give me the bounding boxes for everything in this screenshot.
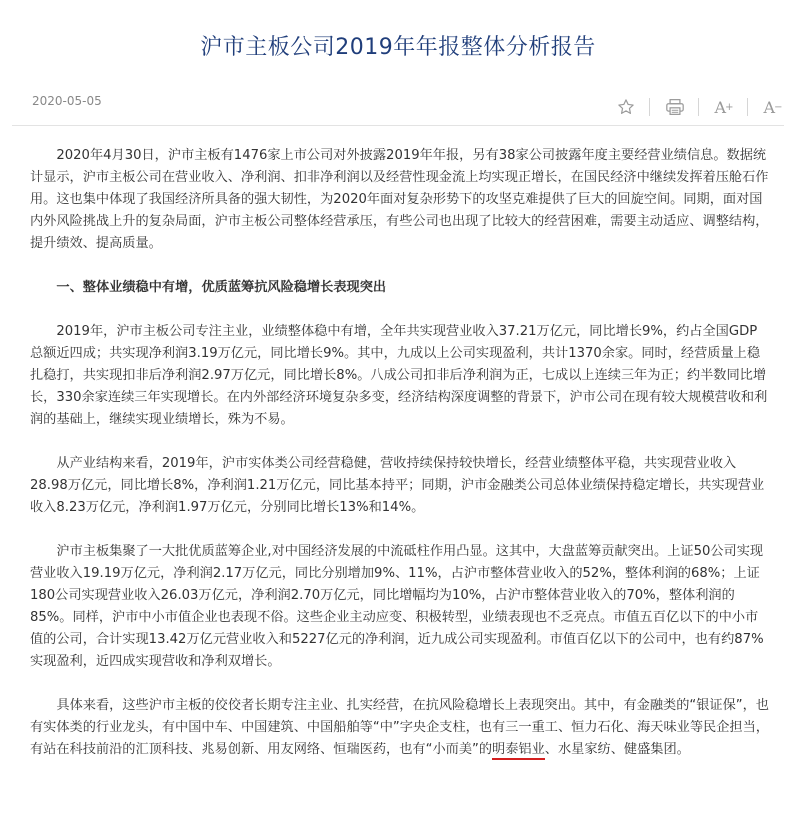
article-meta-bar [32, 90, 784, 126]
paragraph-industry: 从产业结构来看，2019年，沪市实体类公司经营稳健，营收持续保持较快增长，经营业绩整体平稳，共实现营业收入28.98万亿元，同比增长8%，净利润1.21万亿元，同比基本持平；同期，沪市金融类公司总体业绩保持稳定增长，共实现营业收入8.23万亿元，净利润1.97万亿元，分别同比增长13%和14%。 [30, 456, 765, 515]
printer-icon-graphic [665, 98, 685, 116]
printer-icon[interactable] [664, 96, 686, 118]
section-heading: 一、整体业绩稳中有增，优质蓝筹抗风险稳增长表现突出 [56, 280, 387, 295]
star-icon[interactable] [615, 96, 637, 118]
font-increase-button[interactable] [713, 96, 735, 118]
article-title: 沪市主板公司2019年年报整体分析报告 [200, 35, 596, 60]
article-body [30, 145, 770, 783]
toolbar-divider [747, 98, 748, 116]
paragraph-bluechip: 沪市主板集聚了一大批优质蓝筹企业,对中国经济发展的中流砥柱作用凸显。这其中，大盘蓝筹贡献突出。上证50公司实现营业收入19.19万亿元，净利润2.17万亿元，同比分别增加9%、11%，占沪市整体营业收入的52%，整体利润的68%；上证180公司实现营业收入26.03万亿元，净利润2.70万亿元，同比增幅均为10%，占沪市整体营业收入的70%，整体利润的85%。同样，沪市中小市值企业也表现不俗。这些企业主动应变、积极转型，业绩表现也不乏亮点。市值五百亿以下的中小市值的公司，合计实现13.42万亿元营业收入和5227亿元的净利润，近九成公司实现盈利。市值百亿以下的公司中，也有约87%实现盈利，近四成实现营收和净利双增长。 [30, 544, 764, 669]
paragraph-examples [30, 695, 770, 761]
highlighted-company: 明泰铝业 [492, 742, 545, 760]
paragraph-intro: 2020年4月30日，沪市主板有1476家上市公司对外披露2019年年报，另有38家公司披露年度主要经营业绩信息。数据统计显示，沪市主板公司在营业收入、净利润、扣非净利润以及经营性现金流上均实现正增长，在国民经济中继续发挥着压舱石作用。这也集中体现了我国经济所具备的强大韧性，为2020年面对复杂形势下的攻坚克难提供了巨大的回旋空间。同期，面对国内外风险挑战上升的复杂局面，沪市主板公司整体经营承压，有些公司也出现了比较大的经营困难，需要主动适应、调整结构，提升绩效、提高质量。 [30, 148, 769, 251]
font-decrease-label: A [763, 97, 776, 117]
minus-icon: − [774, 101, 783, 113]
paragraph-text: 、水星家纺、健盛集团。 [544, 742, 690, 757]
paragraph-overview: 2019年，沪市主板公司专注主业，业绩整体稳中有增，全年共实现营业收入37.21万亿元，同比增长9%，约占全国GDP总额近四成；共实现净利润3.19万亿元，同比增长9%。其中，九成以上公司实现盈利，共计1370余家。同时，经营质量上稳扎稳打，共实现扣非后净利润2.97万亿元，同比增长8%。八成公司扣非后净利润为正，七成以上连续三年为正；约半数同比增长，330余家连续三年实现增长。在内外部经济环境复杂多变，经济结构深度调整的背景下，沪市公司在现有较大规模营收和利润的基础上，继续实现业绩增长，殊为不易。 [30, 324, 768, 427]
font-decrease-button[interactable] [762, 96, 784, 118]
star-icon-graphic [617, 98, 635, 116]
font-increase-label: A [714, 97, 727, 117]
publish-date: 2020-05-05 [32, 94, 102, 108]
article-toolbar [601, 96, 784, 118]
toolbar-divider [649, 98, 650, 116]
toolbar-divider [698, 98, 699, 116]
paragraph-text: 具体来看，这些沪市主板的佼佼者长期专注主业、扎实经营，在抗风险稳增长上表现突出。其中，有金融类的“银证保”，也有实体类的行业龙头，有中国中车、中国建筑、中国船舶等“中”字央企支柱，也有三一重工、恒力石化、海天味业等民企担当，有站在科技前沿的汇顶科技、兆易创新、用友网络、恒瑞医药，也有“小而美”的 [30, 698, 769, 757]
header-divider [12, 125, 784, 126]
plus-icon: + [725, 101, 734, 113]
